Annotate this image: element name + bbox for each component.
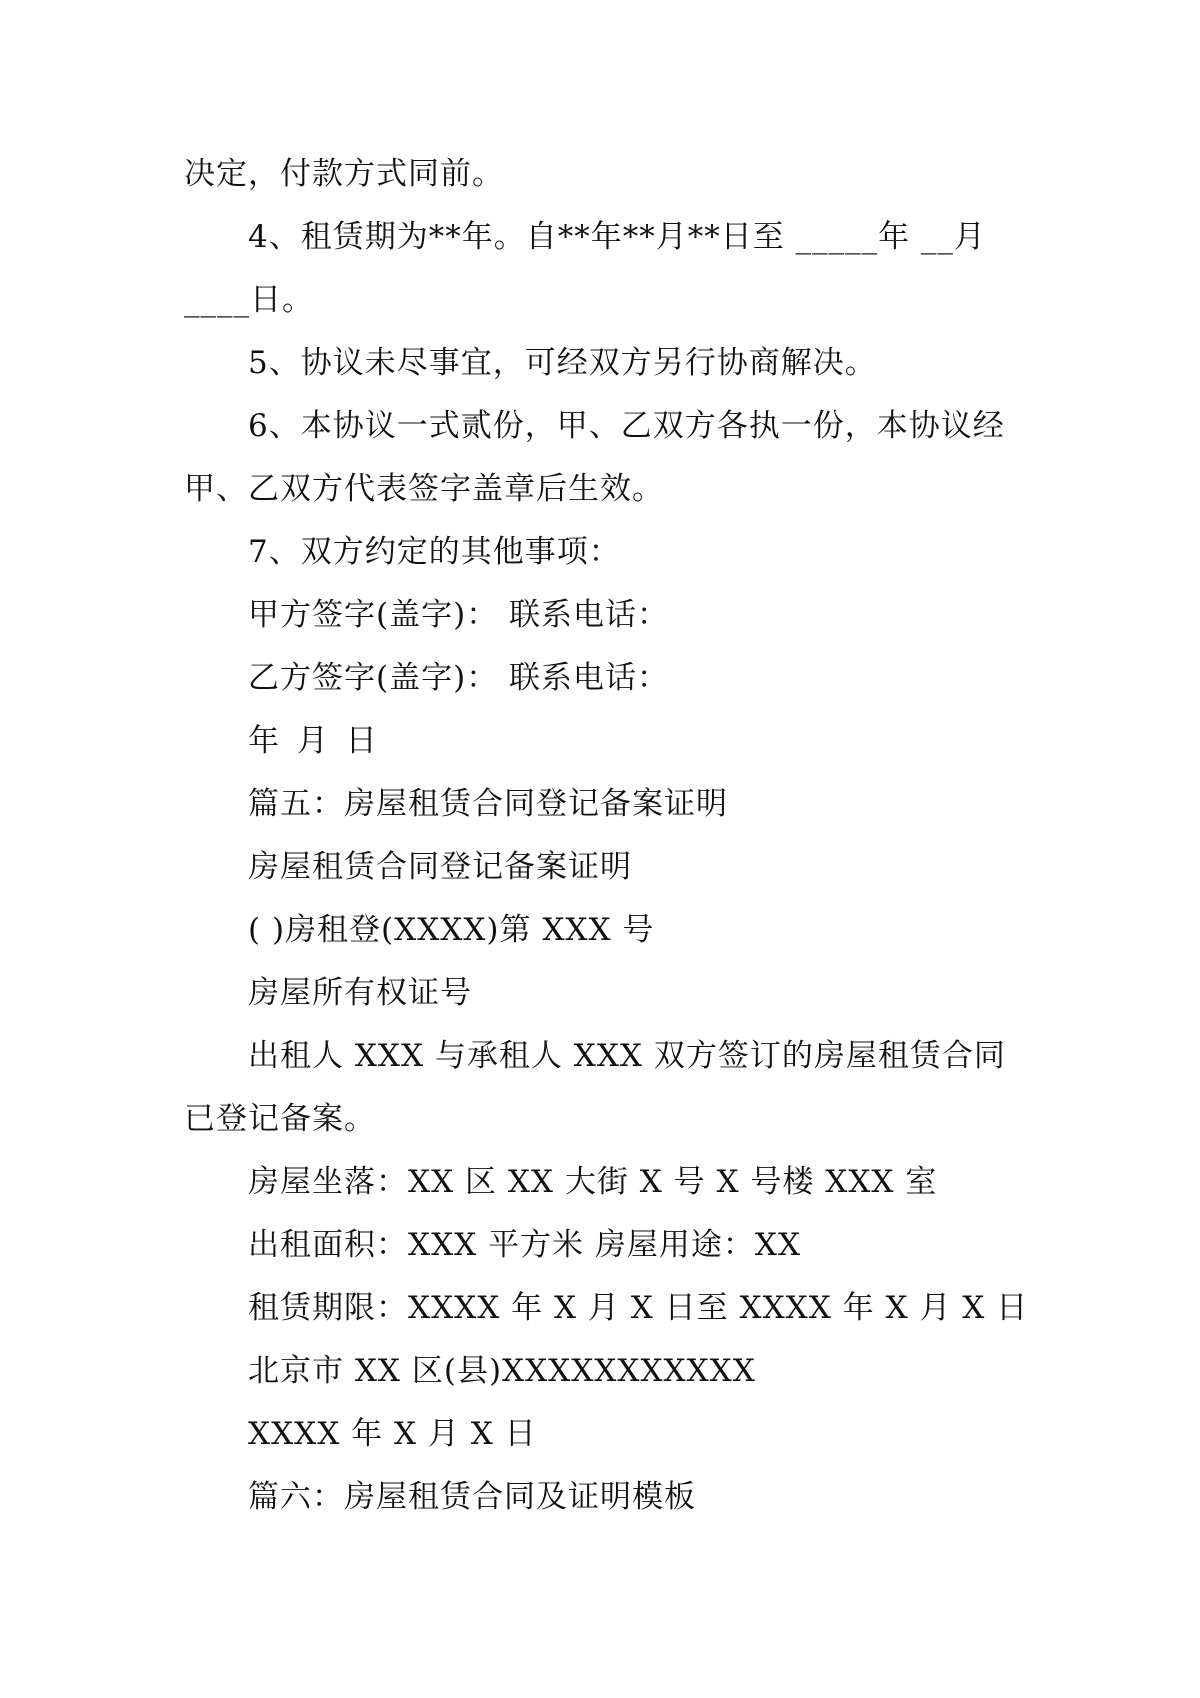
registration-statement-line-2: 已登记备案。: [184, 1101, 376, 1137]
registration-statement-line-1: 出租人 XXX 与承租人 XXX 双方签订的房屋租赁合同: [248, 1038, 1006, 1074]
clause-5: 5、协议未尽事宜，可经双方另行协商解决。: [248, 345, 877, 381]
ownership-certificate-number: 房屋所有权证号: [248, 975, 472, 1011]
clause-4-line-2: ____日。: [184, 282, 314, 318]
party-b-signature: 乙方签字(盖字)： 联系电话：: [248, 660, 670, 696]
rental-area-and-use: 出租面积：XXX 平方米 房屋用途：XX: [248, 1227, 802, 1263]
lease-term: 租赁期限：XXXX 年 X 月 X 日至 XXXX 年 X 月 X 日: [248, 1290, 1029, 1326]
registration-number: ( )房租登(XXXX)第 XXX 号: [248, 912, 655, 948]
certificate-title: 房屋租赁合同登记备案证明: [248, 849, 632, 885]
clause-4-line-1: 4、租赁期为**年。自**年**月**日至 _____年 __月: [248, 219, 986, 255]
party-a-signature: 甲方签字(盖字)： 联系电话：: [248, 597, 670, 633]
clause-6-line-1: 6、本协议一式贰份，甲、乙双方各执一份，本协议经: [248, 408, 1005, 444]
section-six-heading: 篇六：房屋租赁合同及证明模板: [248, 1479, 696, 1515]
signature-date: 年 月 日: [248, 723, 381, 759]
clause-7: 7、双方约定的其他事项：: [248, 534, 621, 570]
section-five-heading: 篇五：房屋租赁合同登记备案证明: [248, 786, 728, 822]
text-line-continuation: 决定，付款方式同前。: [184, 156, 504, 192]
issuing-authority: 北京市 XX 区(县)XXXXXXXXXXX: [248, 1353, 756, 1389]
issue-date: XXXX 年 X 月 X 日: [248, 1416, 537, 1452]
property-location: 房屋坐落：XX 区 XX 大街 X 号 X 号楼 XXX 室: [248, 1164, 938, 1200]
clause-6-line-2: 甲、乙双方代表签字盖章后生效。: [184, 471, 664, 507]
